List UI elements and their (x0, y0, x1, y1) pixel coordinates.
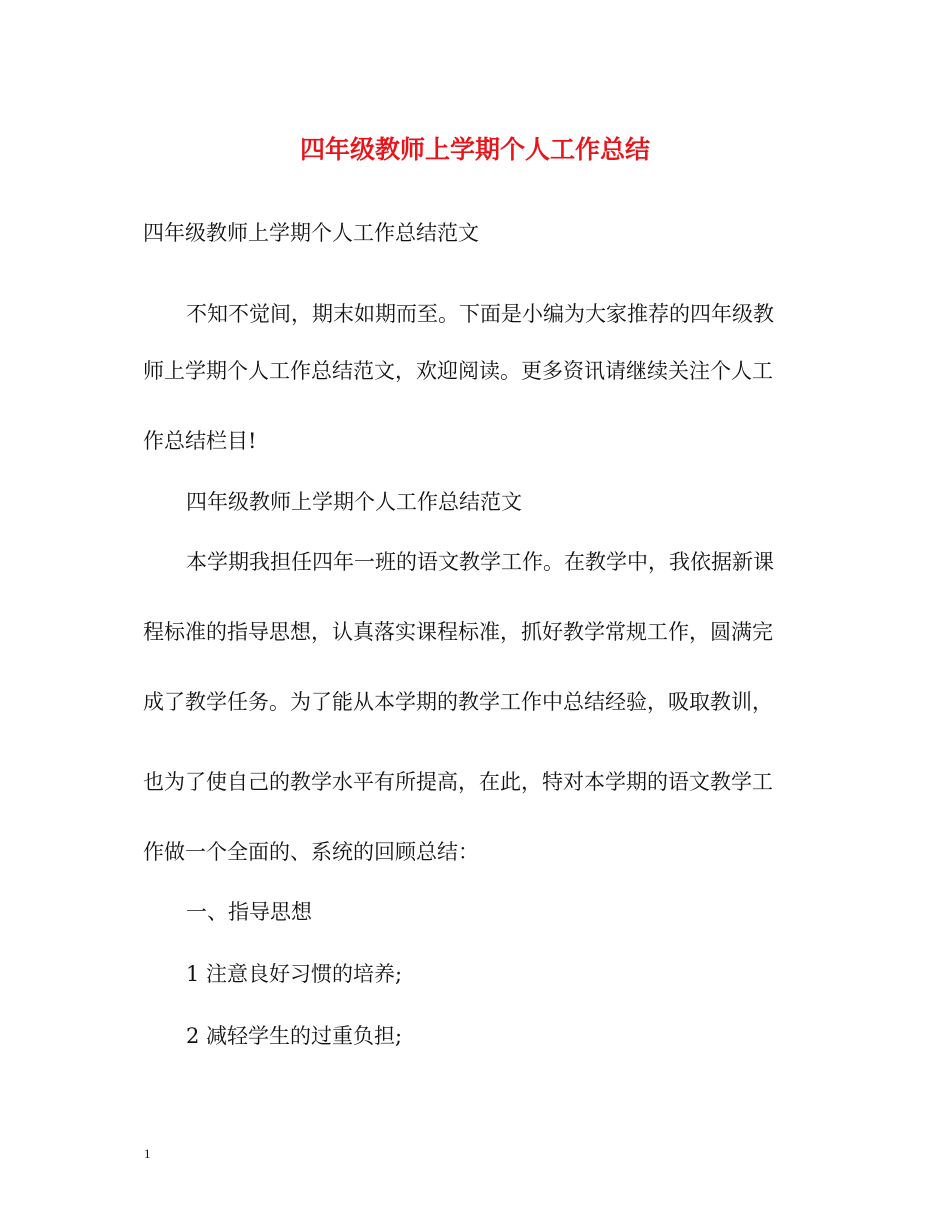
body-line: 师上学期个人工作总结范文，欢迎阅读。更多资讯请继续关注个人工 (143, 359, 773, 383)
section-heading: 四年级教师上学期个人工作总结范文 (186, 490, 522, 514)
body-line: 不知不觉间，期末如期而至。下面是小编为大家推荐的四年级教 (186, 302, 774, 326)
page-number: 1 (144, 1146, 151, 1161)
body-line: 本学期我担任四年一班的语文教学工作。在教学中，我依据新课 (186, 550, 774, 574)
list-item: 2 减轻学生的过重负担; (186, 1024, 403, 1048)
document-title: 四年级教师上学期个人工作总结 (299, 135, 650, 164)
body-line: 作做一个全面的、系统的回顾总结： (143, 840, 479, 864)
section-heading: 一、指导思想 (186, 900, 312, 924)
body-line: 也为了使自己的教学水平有所提高，在此，特对本学期的语文教学工 (143, 770, 773, 794)
body-line: 成了教学任务。为了能从本学期的教学工作中总结经验，吸取教训， (143, 690, 773, 714)
list-item: 1 注意良好习惯的培养; (186, 962, 403, 986)
body-line: 作总结栏目! (143, 429, 257, 453)
subtitle-line: 四年级教师上学期个人工作总结范文 (143, 221, 479, 245)
body-line: 程标准的指导思想，认真落实课程标准，抓好教学常规工作，圆满完 (143, 620, 773, 644)
